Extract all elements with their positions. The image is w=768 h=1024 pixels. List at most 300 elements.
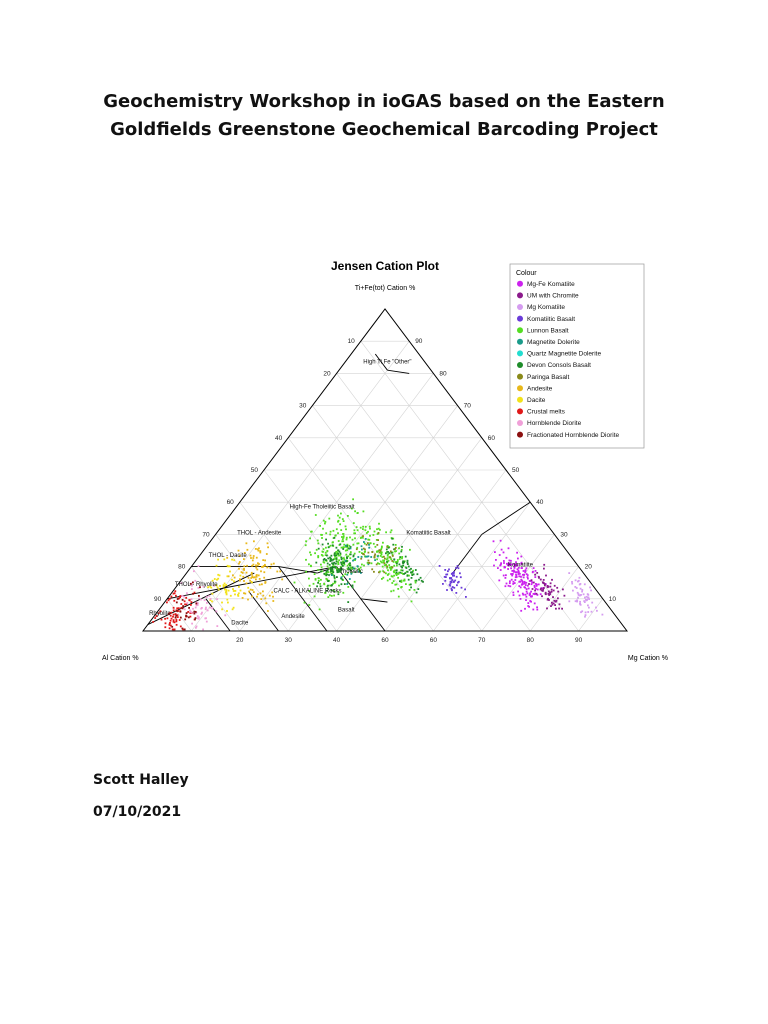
data-point [255,579,257,581]
data-point [253,591,255,593]
data-point [313,583,315,585]
data-point [349,537,351,539]
data-point [335,558,337,560]
data-point [314,596,316,598]
data-point [308,563,310,565]
data-point [406,567,408,569]
data-point [308,578,310,580]
data-point [520,587,522,589]
data-point [239,578,241,580]
data-point [503,552,505,554]
data-point [583,600,585,602]
data-point [346,539,348,541]
data-point [381,547,383,549]
data-point [182,628,184,630]
data-point [391,582,393,584]
data-point [332,566,334,568]
data-point [259,578,261,580]
author-name: Scott Halley [93,772,189,788]
data-point [152,621,154,623]
data-point [365,526,367,528]
data-point [503,562,505,564]
tick-left-20: 20 [323,370,331,378]
data-point [182,595,184,597]
data-point [347,586,349,588]
data-point [552,596,554,598]
data-point [386,559,388,561]
data-point [240,590,242,592]
data-point [251,582,253,584]
data-point [177,616,179,618]
grid-line-mg-9 [579,599,603,631]
data-point [332,568,334,570]
data-point [192,608,194,610]
data-point [180,626,182,628]
data-point [400,566,402,568]
data-point [252,560,254,562]
tick-right-10: 10 [608,595,617,603]
tick-left-50: 50 [250,467,258,474]
data-point [588,607,590,609]
data-point [396,569,398,571]
data-point [269,595,271,597]
data-point [510,560,512,562]
data-point [545,575,547,577]
data-point [374,531,376,533]
data-point [417,588,419,590]
data-point [448,569,450,571]
tick-base-2: 20 [236,637,244,644]
data-point [377,556,379,558]
data-point [259,584,261,586]
legend-swatch-10 [517,397,523,403]
data-point [394,551,396,553]
data-point [325,578,327,580]
data-point [195,617,197,619]
data-point [260,598,262,600]
data-point [320,571,322,573]
data-point [176,624,178,626]
data-point [263,565,265,567]
data-point [382,566,384,568]
data-point [361,549,363,551]
data-point [451,588,453,590]
data-point [531,583,533,585]
data-point [194,613,196,615]
data-point [226,610,228,612]
legend-swatch-3 [517,316,523,322]
data-point [393,575,395,577]
data-point [339,555,341,557]
data-point [505,574,507,576]
data-point [353,544,355,546]
data-point [386,566,388,568]
data-point [318,577,320,579]
data-point [331,570,333,572]
data-point [571,583,573,585]
data-point [334,581,336,583]
data-point [396,572,398,574]
data-point [513,571,515,573]
data-point [262,559,264,561]
data-point [176,602,178,604]
data-point [396,565,398,567]
data-point [399,564,401,566]
data-point [184,629,186,631]
data-point [446,589,448,591]
data-point [184,600,186,602]
data-point [384,558,386,560]
tick-left-80: 80 [178,563,186,571]
data-point [182,599,184,601]
data-point [188,617,190,619]
data-point [400,587,402,589]
data-point [399,580,401,582]
data-point [524,608,526,610]
data-point [377,539,379,541]
data-point [182,607,184,609]
data-point [184,604,186,606]
data-point [314,552,316,554]
data-point [232,608,234,610]
data-point [325,547,327,549]
tick-base-5: 60 [381,637,389,644]
document-date: 07/10/2021 [93,804,182,820]
data-point [201,612,203,614]
data-point [414,589,416,591]
data-point [319,525,321,527]
data-point [242,572,244,574]
data-point [342,565,344,567]
data-point [342,592,344,594]
data-point [461,587,463,589]
data-point [456,584,458,586]
data-point [167,617,169,619]
data-point [165,622,167,624]
data-point [263,571,265,573]
data-point [186,602,188,604]
data-point [337,561,339,563]
data-point [246,583,248,585]
data-point [543,579,545,581]
data-point [342,538,344,540]
data-point [352,586,354,588]
data-point [327,596,329,598]
data-point [317,543,319,545]
data-point [173,614,175,616]
data-point [515,574,517,576]
legend-swatch-5 [517,339,523,345]
legend-label-6: Quartz Magnetite Dolerite [527,350,602,358]
data-point [267,542,269,544]
data-point [551,602,553,604]
data-point [591,602,593,604]
data-point [382,542,384,544]
data-point [154,617,156,619]
data-point [401,546,403,548]
data-point [571,581,573,583]
data-point [382,560,384,562]
data-point [309,585,311,587]
data-point [258,575,260,577]
data-point [528,606,530,608]
data-point [416,580,418,582]
data-point [411,601,413,603]
data-point [205,607,207,609]
data-point [368,539,370,541]
data-point [534,603,536,605]
data-point [386,549,388,551]
data-point [171,626,173,628]
tick-base-9: 90 [574,637,583,644]
data-point [586,599,588,601]
data-point [235,590,237,592]
data-point [352,498,354,500]
data-point [305,559,307,561]
data-point [195,611,197,613]
boundary-13 [387,370,409,373]
data-point [230,595,232,597]
data-point [455,567,457,569]
data-point [373,543,375,545]
data-point [349,562,351,564]
data-point [408,566,410,568]
data-point [200,608,202,610]
data-point [335,555,337,557]
legend [510,264,644,448]
data-point [233,607,235,609]
data-point [319,609,321,611]
data-point [568,600,570,602]
chart-title: Jensen Cation Plot [330,259,440,273]
data-point [253,555,255,557]
data-point [256,596,258,598]
data-point [343,533,345,535]
data-point [175,595,177,597]
data-point [214,578,216,580]
data-point [248,591,250,593]
data-point [383,556,385,558]
data-point [389,567,391,569]
data-point [333,562,335,564]
data-point [520,556,522,558]
data-point [216,598,218,600]
data-point [191,598,193,600]
tick-base-8: 80 [526,637,534,644]
data-point [223,586,225,588]
data-point [243,565,245,567]
data-point [528,588,530,590]
legend-label-5: Magnetite Dolerite [527,339,580,346]
data-point [354,553,356,555]
data-point [389,578,391,580]
data-point [559,603,561,605]
data-point [265,581,267,583]
data-point [339,543,341,545]
data-point [499,554,501,556]
data-point [179,619,181,621]
data-point [420,577,422,579]
data-point [452,575,454,577]
data-point [456,576,458,578]
data-point [543,587,545,589]
data-point [210,598,212,600]
data-point [326,555,328,557]
data-point [415,569,417,571]
title-line-2: Goldfields Greenstone Geochemical Barcoding Project [110,119,658,140]
data-point [391,529,393,531]
data-point [457,582,459,584]
tick-left-90: 90 [153,595,162,603]
data-point [350,553,352,555]
tick-left-10: 10 [347,338,355,346]
data-point [279,571,281,573]
data-point [315,514,317,516]
data-point [551,591,553,593]
data-point [584,597,586,599]
data-point [258,550,260,552]
data-point [540,593,542,595]
data-point [589,587,591,589]
data-point [554,600,556,602]
data-point [341,536,343,538]
data-point [173,600,175,602]
data-point [500,569,502,571]
data-point [323,548,325,550]
data-point [204,599,206,601]
data-point [393,559,395,561]
data-point [337,532,339,534]
data-point [363,565,365,567]
data-point [221,608,223,610]
data-point [543,568,545,570]
data-point [346,583,348,585]
data-point [381,554,383,556]
data-point [333,530,335,532]
data-point [260,592,262,594]
field-labels [149,360,534,627]
legend-label-7: Devon Consols Basalt [527,362,591,370]
data-point [243,569,245,571]
data-point [444,569,446,571]
data-point [325,552,327,554]
data-point [392,566,394,568]
data-point [378,532,380,534]
data-point [410,587,412,589]
data-point [345,526,347,528]
data-point [272,600,274,602]
data-point [548,599,550,601]
data-point [585,614,587,616]
data-point [325,559,327,561]
data-point [305,540,307,542]
data-point [309,538,311,540]
data-point [393,565,395,567]
data-point [509,582,511,584]
data-point [238,550,240,552]
data-point [206,602,208,604]
data-point [340,529,342,531]
data-point [529,593,531,595]
data-point [251,596,253,598]
data-point [323,559,325,561]
data-point [361,564,363,566]
data-point [394,548,396,550]
data-point [232,574,234,576]
data-point [316,549,318,551]
data-point [318,580,320,582]
data-point [553,590,555,592]
data-point [587,597,589,599]
data-point [172,616,174,618]
data-point [341,583,343,585]
data-point [229,571,231,573]
data-point [354,510,356,512]
data-point [397,559,399,561]
data-point [250,557,252,559]
data-point [385,531,387,533]
data-point [446,574,448,576]
data-point [208,595,210,597]
data-point [365,538,367,540]
data-point [304,602,306,604]
data-point [270,567,272,569]
data-point [226,592,228,594]
data-point [252,589,254,591]
data-point [169,622,171,624]
data-point [359,551,361,553]
field-label-8: Andesite [281,614,305,621]
data-point [227,565,229,567]
data-point [224,589,226,591]
data-point [368,560,370,562]
data-point [343,520,345,522]
data-point [536,572,538,574]
data-point [187,611,189,613]
data-point [376,528,378,530]
data-point [223,584,225,586]
data-point [246,565,248,567]
data-point [557,591,559,593]
data-point [387,569,389,571]
data-point [516,552,518,554]
data-point [517,558,519,560]
data-point [457,565,459,567]
data-point [595,607,597,609]
data-point [353,532,355,534]
data-point [256,569,258,571]
data-point [535,583,537,585]
data-point [360,537,362,539]
data-point [552,604,554,606]
data-point [338,520,340,522]
data-point [334,577,336,579]
data-point [331,595,333,597]
data-point [376,564,378,566]
data-point [320,564,322,566]
data-point [345,550,347,552]
data-point [525,582,527,584]
data-point [398,553,400,555]
data-point [171,618,173,620]
data-point [401,558,403,560]
data-point [547,586,549,588]
apex-right-label: Mg Cation % [627,655,668,662]
tick-right-20: 20 [584,563,592,571]
data-point [166,602,168,604]
data-point [416,592,418,594]
data-point [497,567,499,569]
